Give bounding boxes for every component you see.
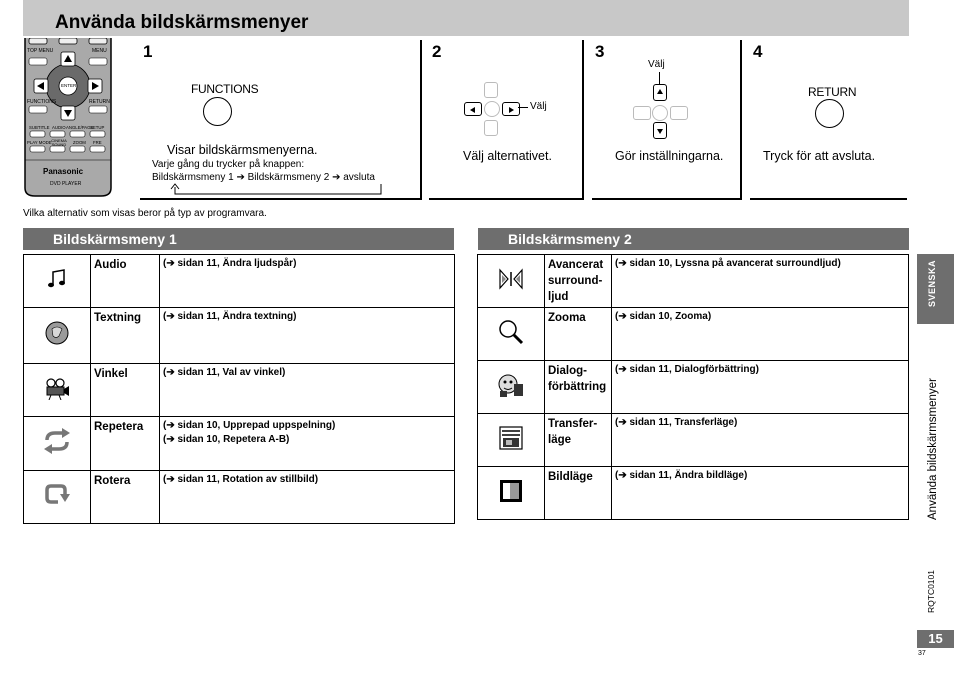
remote-control-illustration — [23, 38, 115, 198]
step-1-number: 1 — [143, 42, 153, 61]
table-row[interactable] — [24, 471, 455, 524]
select-pointer-line — [659, 72, 660, 84]
sub-page-number: 37 — [918, 650, 926, 657]
camera-angle-icon — [44, 376, 70, 400]
table-row[interactable] — [478, 467, 909, 520]
step-2-box — [429, 40, 584, 200]
icon-cell — [478, 467, 545, 520]
remote-label-angle-page: ANGLE/PAGE — [66, 125, 94, 130]
option-name: Audio — [91, 255, 160, 308]
option-name: Dialog-förbättring — [545, 361, 612, 414]
down-key[interactable] — [653, 122, 667, 139]
table-row[interactable] — [24, 417, 455, 471]
step-2-caption: Välj alternativet. — [463, 149, 552, 163]
zoom-magnifier-icon — [498, 319, 524, 345]
table-row[interactable] — [478, 255, 909, 308]
remote-model-label: DVD PLAYER — [50, 181, 82, 187]
step-3-box — [592, 40, 742, 200]
remote-label-play-mode: PLAY MODE — [27, 140, 52, 145]
table-row[interactable] — [24, 364, 455, 417]
remote-brand-logo: Panasonic — [43, 167, 84, 176]
page-reference: (➔ sidan 11, Rotation av stillbild) — [160, 471, 455, 524]
page-reference: (➔ sidan 11, Transferläge) — [612, 414, 909, 467]
surround-icon — [498, 266, 524, 292]
icon-cell — [478, 255, 545, 308]
right-key — [670, 106, 688, 120]
option-name: Transfer-läge — [545, 414, 612, 467]
icon-cell — [478, 361, 545, 414]
page-reference: (➔ sidan 11, Ändra ljudspår) — [160, 255, 455, 308]
step-1-sequence: Bildskärmsmeny 1 ➔ Bildskärmsmeny 2 ➔ avsluta — [152, 172, 375, 183]
menu-1-table — [23, 254, 455, 524]
page-number: 15 — [917, 630, 954, 648]
rotate-icon — [43, 482, 71, 508]
left-key — [633, 106, 651, 120]
transfer-mode-icon — [498, 425, 524, 451]
page-reference: (➔ sidan 11, Ändra textning) — [160, 308, 455, 364]
page-title: Använda bildskärmsmenyer — [55, 12, 309, 33]
enter-key — [484, 101, 500, 117]
page-reference: (➔ sidan 10, Zooma) — [612, 308, 909, 361]
loop-back-arrow — [168, 183, 386, 197]
step-3-select-label: Välj — [648, 59, 665, 70]
option-name: Bildläge — [545, 467, 612, 520]
icon-cell — [24, 417, 91, 471]
right-key[interactable] — [502, 102, 520, 116]
icon-cell — [24, 471, 91, 524]
option-name: Vinkel — [91, 364, 160, 417]
remote-label-fre: FRE — [93, 140, 102, 145]
language-label: SVENSKA — [927, 260, 937, 308]
page-reference: (➔ sidan 11, Ändra bildläge) — [612, 467, 909, 520]
table-row[interactable] — [478, 414, 909, 467]
table-row[interactable] — [478, 308, 909, 361]
language-tab — [917, 254, 954, 324]
option-name: Rotera — [91, 471, 160, 524]
table-row[interactable] — [24, 255, 455, 308]
page-reference: (➔ sidan 11, Val av vinkel) — [160, 364, 455, 417]
section-side-label: Använda bildskärmsmenyer — [927, 378, 939, 520]
option-name: Repetera — [91, 417, 160, 471]
repeat-icon — [42, 428, 72, 454]
picture-mode-icon — [498, 478, 524, 504]
step-3-number: 3 — [595, 42, 605, 61]
menu-1-heading: Bildskärmsmeny 1 — [53, 231, 177, 247]
return-button[interactable] — [815, 99, 844, 128]
step-1-note: Varje gång du trycker på knappen: — [152, 159, 305, 170]
remote-label-audio: AUDIO — [52, 125, 66, 130]
up-key — [484, 82, 498, 98]
icon-cell — [478, 414, 545, 467]
menu-2-heading-bar — [478, 228, 909, 250]
document-code: RQTC0101 — [926, 570, 936, 613]
remote-label-cinema-sound: CINEMA SOUND — [51, 138, 67, 147]
step-4-number: 4 — [753, 42, 763, 61]
functions-button[interactable] — [203, 97, 232, 126]
page-reference — [160, 417, 455, 471]
step-4-caption: Tryck för att avsluta. — [763, 149, 876, 163]
enter-key — [652, 105, 668, 121]
subtitle-icon — [44, 320, 70, 346]
remote-label-enter: ENTER — [61, 83, 77, 88]
functions-button-label: FUNCTIONS — [191, 82, 259, 96]
remote-label-top-menu: TOP MENU — [27, 48, 54, 54]
menu-1-heading-bar — [23, 228, 454, 250]
footnote: Vilka alternativ som visas beror på typ av programvara. — [23, 208, 267, 219]
step-2-number: 2 — [432, 42, 442, 61]
remote-label-zoom: ZOOM — [73, 140, 86, 145]
option-name: Avancerat surround-ljud — [545, 255, 612, 308]
menu-2-heading: Bildskärmsmeny 2 — [508, 231, 632, 247]
option-name: Textning — [91, 308, 160, 364]
music-note-icon — [45, 267, 69, 291]
table-row[interactable] — [24, 308, 455, 364]
page-reference: (➔ sidan 10, Lyssna på avancerat surroundljud) — [612, 255, 909, 308]
select-pointer-line — [518, 107, 528, 108]
icon-cell — [478, 308, 545, 361]
step-3-caption: Gör inställningarna. — [615, 149, 724, 163]
icon-cell — [24, 364, 91, 417]
page-reference-line: (➔ sidan 10, Repetera A-B) — [163, 434, 290, 445]
page-reference-line: (➔ sidan 10, Upprepad uppspelning) — [163, 420, 336, 431]
dialog-enhancer-icon — [497, 372, 525, 398]
left-key[interactable] — [464, 102, 482, 116]
remote-label-menu: MENU — [92, 48, 107, 54]
menu-2-table — [477, 254, 909, 520]
return-button-label: RETURN — [808, 85, 857, 99]
down-key — [484, 120, 498, 136]
page-reference: (➔ sidan 11, Dialogförbättring) — [612, 361, 909, 414]
step-1-caption: Visar bildskärmsmenyerna. — [167, 143, 318, 157]
remote-label-setup: SETUP — [90, 125, 105, 130]
option-name: Zooma — [545, 308, 612, 361]
icon-cell — [24, 308, 91, 364]
icon-cell — [24, 255, 91, 308]
remote-label-return: RETURN — [89, 99, 110, 105]
step-2-select-label: Välj — [530, 101, 547, 112]
up-key[interactable] — [653, 84, 667, 101]
table-row[interactable] — [478, 361, 909, 414]
remote-label-subtitle: SUBTITLE — [29, 125, 50, 130]
remote-label-functions: FUNCTIONS — [27, 99, 57, 105]
